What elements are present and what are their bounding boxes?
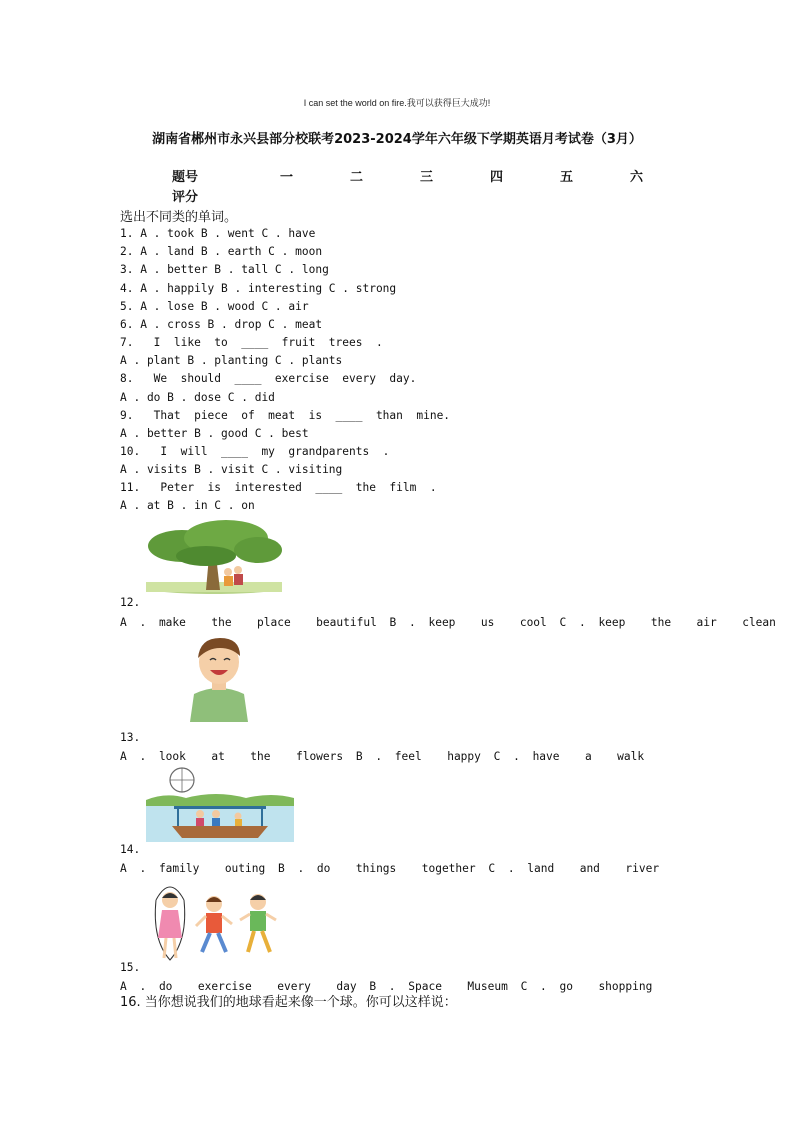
score-table	[172, 166, 652, 206]
score-cell: 四	[490, 170, 504, 185]
question-line: 6. A . cross B . drop C . meat	[120, 318, 323, 331]
option-line: A . at B . in C . on	[120, 499, 255, 512]
happy-boy-illustration	[186, 634, 252, 722]
page-header-motto: I can set the world on fire.我可以获得巨大成功!	[303, 98, 491, 108]
question-line: 9. That piece of meat is ____ than mine.	[120, 409, 451, 422]
option-line: A . better B . good C . best	[120, 427, 309, 440]
score-row-score	[172, 186, 652, 206]
question-number: 13.	[120, 731, 141, 744]
score-cell: 六	[630, 170, 644, 185]
score-cell: 三	[420, 170, 434, 185]
question-number: 15.	[120, 961, 141, 974]
section-title: 选出不同类的单词。	[120, 210, 238, 225]
tree-shade-illustration	[146, 520, 282, 596]
option-line: A . plant B . planting C . plants	[120, 354, 343, 367]
question-line: 2. A . land B . earth C . moon	[120, 245, 323, 258]
option-line: A . family outing B . do things together C . land and river	[120, 862, 660, 875]
score-label: 评分	[172, 190, 199, 205]
question-line: 4. A . happily B . interesting C . strong	[120, 282, 397, 295]
question-line: 1. A . took B . went C . have	[120, 227, 316, 240]
boat-outing-illustration	[146, 766, 294, 842]
question-line: 16. 当你想说我们的地球看起来像一个球。你可以这样说：	[120, 995, 457, 1010]
score-cell: 题号	[172, 170, 199, 185]
question-line: 8. We should ____ exercise every day.	[120, 372, 417, 385]
score-cell: 一	[280, 170, 294, 185]
question-line: 5. A . lose B . wood C . air	[120, 300, 309, 313]
question-line: 11. Peter is interested ____ the film .	[120, 481, 437, 494]
question-number: 14.	[120, 843, 141, 856]
option-line: A . do B . dose C . did	[120, 391, 275, 404]
question-number: 12.	[120, 596, 141, 609]
score-cell: 五	[560, 170, 574, 185]
kids-exercising-illustration	[148, 880, 282, 964]
option-line: A . look at the flowers B . feel happy C . have a walk	[120, 750, 645, 763]
question-line: 10. I will ____ my grandparents .	[120, 445, 390, 458]
score-cell: 二	[350, 170, 364, 185]
option-line: A . make the place beautiful B . keep us cool C . keep the air clean	[120, 616, 776, 629]
page-title: 湖南省郴州市永兴县部分校联考2023-2024学年六年级下学期英语月考试卷（3月）	[152, 132, 642, 147]
question-line: 3. A . better B . tall C . long	[120, 263, 329, 276]
score-row-header	[172, 166, 652, 186]
option-line: A . do exercise every day B . Space Museum C . go shopping	[120, 980, 653, 993]
question-line: 7. I like to ____ fruit trees .	[120, 336, 383, 349]
option-line: A . visits B . visit C . visiting	[120, 463, 343, 476]
